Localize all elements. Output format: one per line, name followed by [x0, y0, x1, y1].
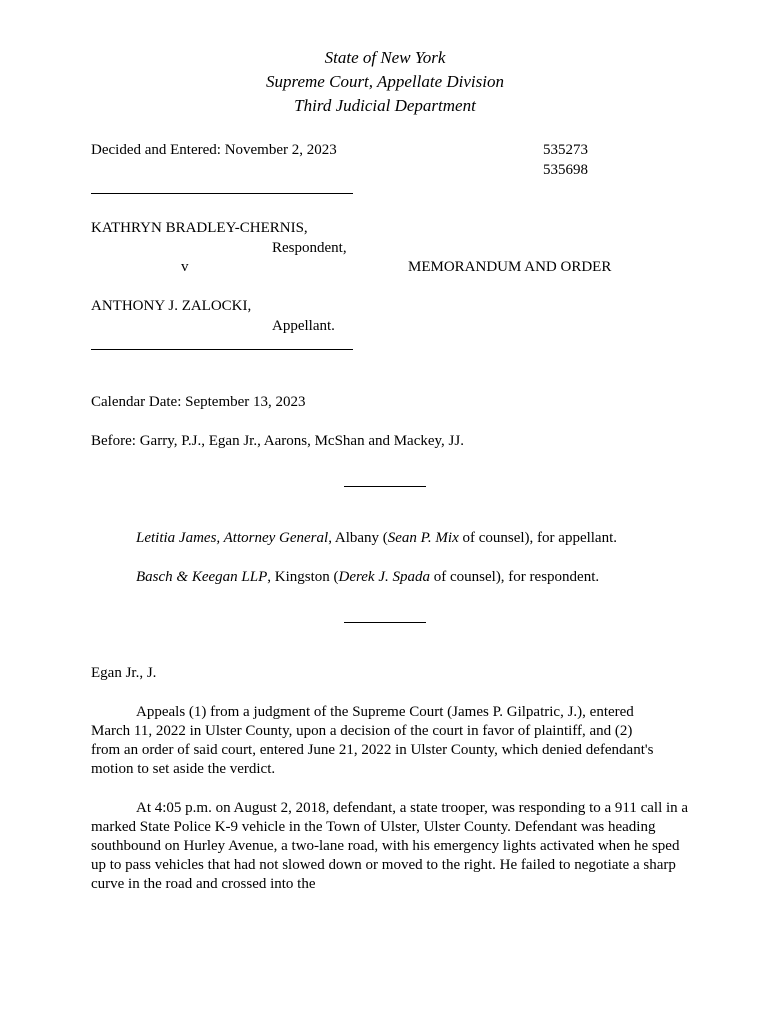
plaintiff-name: KATHRYN BRADLEY-CHERNIS, — [91, 220, 308, 236]
opinion-paragraph-2: At 4:05 p.m. on August 2, 2018, defendant, a state trooper, was responding to a 911 call in a marked State Police K-9 vehicle in the Town of Ulster, Ulster County. Defendant was heading southbound on Hurley Avenue, a two-lane road, with his emergency lights activated when he sped up to pass vehicles that had not slowed down or moved to the right. He failed to negotiate a sharp curve in the road and crossed into the — [91, 800, 689, 892]
court-name-department: Third Judicial Department — [294, 96, 476, 115]
caption-separator-bottom — [91, 349, 353, 350]
opinion-author: Egan Jr., J. — [91, 665, 157, 681]
counsel-respondent — [136, 568, 599, 587]
counsel-firm: Letitia James, Attorney General — [136, 530, 329, 546]
defendant-role: Appellant. — [272, 318, 335, 334]
plaintiff-role: Respondent, — [272, 240, 347, 256]
counsel-city: , Kingston ( — [267, 569, 339, 585]
counsel-city: , Albany ( — [328, 530, 388, 546]
calendar-date: Calendar Date: September 13, 2023 — [91, 394, 306, 410]
counsel-attorney: Derek J. Spada — [338, 569, 430, 585]
counsel-appellant — [136, 529, 617, 548]
docket-number-2: 535698 — [543, 162, 588, 178]
counsel-role: of counsel), for respondent. — [430, 569, 600, 585]
versus-label: v — [181, 259, 189, 275]
counsel-attorney: Sean P. Mix — [387, 530, 459, 546]
panel-justices: Before: Garry, P.J., Egan Jr., Aarons, McShan and Mackey, JJ. — [91, 433, 464, 449]
docket-number-1: 535273 — [543, 142, 588, 158]
document-type: MEMORANDUM AND ORDER — [408, 259, 612, 275]
decided-entered-date: Decided and Entered: November 2, 2023 — [91, 142, 337, 158]
caption-separator-top — [91, 193, 353, 194]
counsel-firm: Basch & Keegan LLP — [136, 569, 268, 585]
counsel-role: of counsel), for appellant. — [458, 530, 618, 546]
section-separator-2 — [344, 622, 426, 623]
opinion-paragraph-1: Appeals (1) from a judgment of the Supreme Court (James P. Gilpatric, J.), entered March 11, 2022 in Ulster County, upon a decision of the court in favor of plaintiff, and (2) from an order of said court, entered June 21, 2022 in Ulster County, which denied defendant's motion to set aside the verdict. — [91, 704, 654, 777]
court-name-division: Supreme Court, Appellate Division — [266, 72, 504, 91]
court-name-state: State of New York — [324, 48, 446, 67]
defendant-name: ANTHONY J. ZALOCKI, — [91, 298, 252, 314]
section-separator-1 — [344, 486, 426, 487]
